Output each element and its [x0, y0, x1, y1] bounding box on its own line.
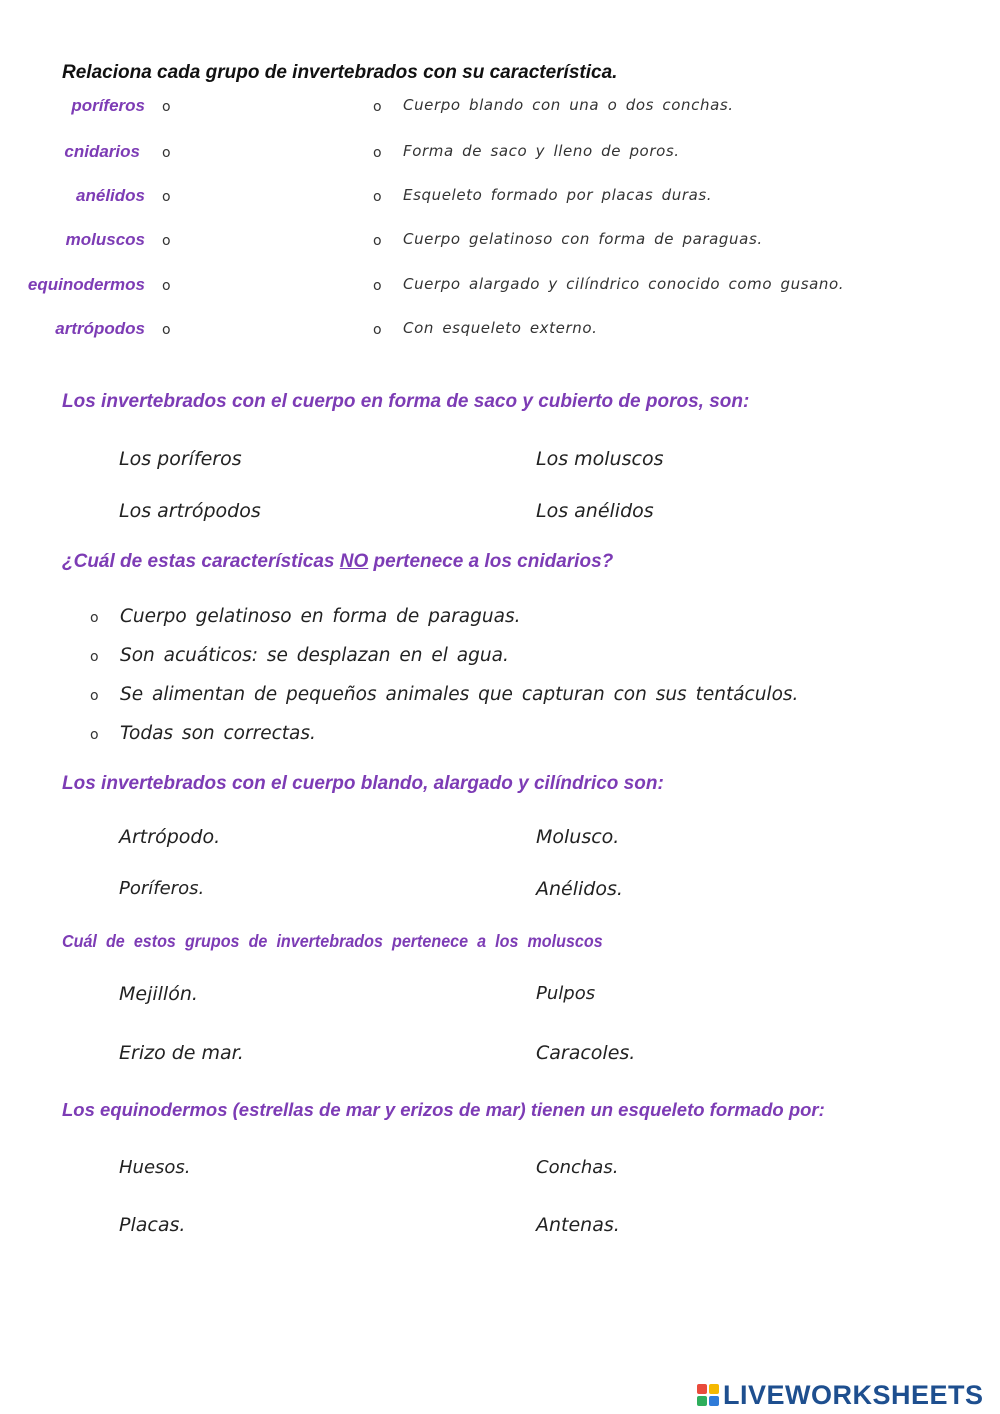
match-term-dot[interactable]: o: [162, 99, 171, 115]
q4-option[interactable]: Mejillón.: [119, 983, 198, 1005]
match-row: [0, 319, 1000, 353]
match-term-dot[interactable]: o: [162, 145, 171, 161]
match-definition: Cuerpo blando con una o dos conchas.: [403, 96, 734, 114]
q5-option[interactable]: Conchas.: [536, 1157, 619, 1178]
match-term: moluscos: [65, 230, 145, 249]
match-term-dot[interactable]: o: [162, 233, 171, 249]
q3-option[interactable]: Artrópodo.: [119, 826, 221, 848]
match-row: [0, 142, 1000, 176]
q3-option[interactable]: Poríferos.: [119, 878, 205, 899]
logo-text: LIVEWORKSHEETS: [723, 1379, 984, 1410]
radio-bullet-icon: o: [90, 688, 99, 704]
radio-bullet-icon: o: [90, 727, 99, 743]
match-term-dot[interactable]: o: [162, 278, 171, 294]
match-row: [0, 230, 1000, 264]
radio-bullet-icon: o: [90, 610, 99, 626]
match-definition-dot[interactable]: o: [373, 145, 382, 161]
q1-option[interactable]: Los poríferos: [119, 448, 242, 470]
match-term: poríferos: [71, 96, 145, 115]
match-definition: Forma de saco y lleno de poros.: [403, 142, 680, 160]
match-row: [0, 275, 1000, 309]
radio-bullet-icon: o: [90, 649, 99, 665]
match-term: anélidos: [76, 186, 145, 205]
q5-option[interactable]: Antenas.: [536, 1214, 620, 1236]
q4-option[interactable]: Erizo de mar.: [119, 1042, 244, 1064]
question-2-text: [62, 551, 613, 573]
match-definition: Con esqueleto externo.: [403, 319, 598, 337]
liveworksheets-logo: [697, 1378, 984, 1412]
match-term-dot[interactable]: o: [162, 322, 171, 338]
match-row: [0, 96, 1000, 130]
match-term: cnidarios: [64, 142, 140, 161]
question-2-text-end: pertenece a los cnidarios?: [368, 551, 614, 572]
q3-option[interactable]: Molusco.: [536, 826, 620, 848]
question-2-emphasis: NO: [339, 551, 369, 572]
match-definition-dot[interactable]: o: [373, 99, 382, 115]
q1-option[interactable]: Los artrópodos: [119, 500, 261, 522]
q1-option[interactable]: Los anélidos: [536, 500, 654, 522]
q4-option[interactable]: Pulpos: [536, 983, 596, 1004]
q2-option-label: Se alimentan de pequeños animales que capturan con sus tentáculos.: [120, 684, 799, 705]
question-4-text: Cuál de estos grupos de invertebrados pertenece a los moluscos: [62, 931, 603, 951]
question-2-text-start: ¿Cuál de estas características: [62, 551, 340, 572]
match-definition-dot[interactable]: o: [373, 278, 382, 294]
q1-option[interactable]: Los moluscos: [536, 448, 664, 470]
q5-option[interactable]: Placas.: [119, 1214, 186, 1236]
match-definition-dot[interactable]: o: [373, 322, 382, 338]
match-definition-dot[interactable]: o: [373, 233, 382, 249]
question-5-text: Los equinodermos (estrellas de mar y erizos de mar) tienen un esqueleto formado por:: [62, 1099, 825, 1120]
q2-option-label: Cuerpo gelatinoso en forma de paraguas.: [120, 606, 521, 627]
q3-option[interactable]: Anélidos.: [536, 878, 623, 900]
match-term: artrópodos: [55, 319, 145, 338]
question-1-text: Los invertebrados con el cuerpo en forma de saco y cubierto de poros, son:: [62, 391, 750, 412]
worksheet-title: Relaciona cada grupo de invertebrados con su característica.: [62, 62, 618, 83]
question-3-text: Los invertebrados con el cuerpo blando, alargado y cilíndrico son:: [62, 773, 664, 794]
match-definition: Cuerpo alargado y cilíndrico conocido como gusano.: [403, 275, 845, 293]
match-definition: Cuerpo gelatinoso con forma de paraguas.: [403, 230, 763, 248]
q2-option-label: Son acuáticos: se desplazan en el agua.: [120, 645, 509, 666]
match-row: [0, 186, 1000, 220]
match-term-dot[interactable]: o: [162, 189, 171, 205]
match-definition-dot[interactable]: o: [373, 189, 382, 205]
liveworksheets-logo-icon: [697, 1384, 719, 1406]
q5-option[interactable]: Huesos.: [119, 1157, 191, 1178]
match-term: equinodermos: [27, 275, 145, 294]
match-definition: Esqueleto formado por placas duras.: [403, 186, 713, 204]
q2-option-label: Todas son correctas.: [120, 723, 316, 744]
q4-option[interactable]: Caracoles.: [536, 1042, 636, 1064]
